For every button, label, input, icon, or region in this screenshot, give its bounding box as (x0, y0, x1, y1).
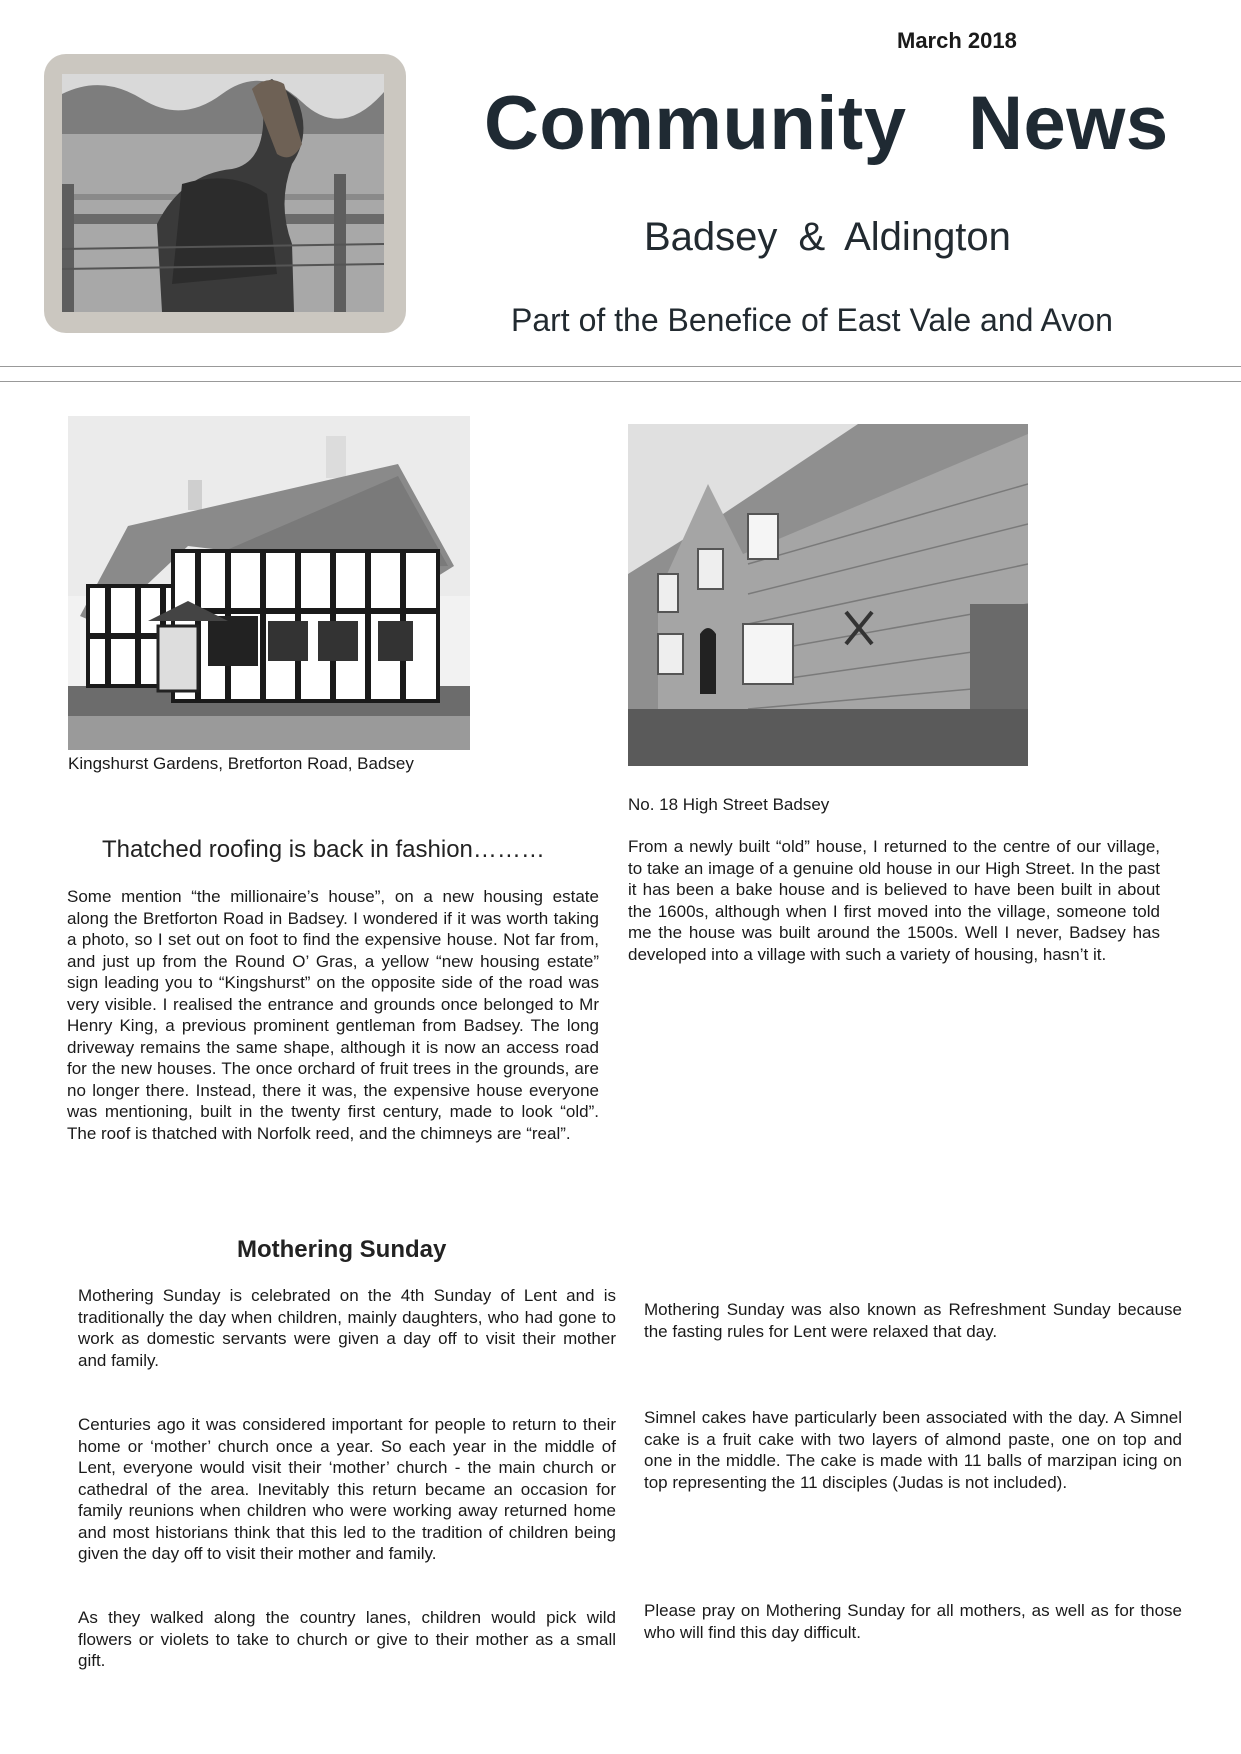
thatch-heading: Thatched roofing is back in fashion……… (102, 836, 545, 863)
thatch-body: Some mention “the millionaire’s house”, on a new housing estate along the Bretforton Road in Badsey. I wondered if it was worth taking a photo, so I set out on foot to find the expensive house. Not far from, and just up from the Round O’ Gras, a yellow “new housing estate” sign leading you to “Kingshurst” on the opposite side of the road was very visible. I realised the entrance and grounds once belonged to Mr Henry King, a previous prominent gentleman from Badsey. The long driveway remains the same shape, although it is now an access road for the new houses. The once orchard of fruit trees in the grounds, are no longer there. Instead, there it was, the expensive house everyone was mentioning, built in the twenty first century, made to look “old”. The roof is thatched with Norfolk reed, and the chimneys are “real”. (67, 887, 599, 1143)
tudor-house-photo (68, 416, 470, 750)
mothering-sunday-heading: Mothering Sunday (237, 1236, 447, 1263)
mothering-right-paragraph-1: Mothering Sunday was also known as Refreshment Sunday because the fasting rules for Lent were relaxed that day. (644, 1300, 1182, 1341)
tudor-house-caption: Kingshurst Gardens, Bretforton Road, Badsey (68, 754, 414, 773)
mothering-right-paragraph-3: Please pray on Mothering Sunday for all mothers, as well as for those who will find this day difficult. (644, 1601, 1182, 1642)
header-rule-top (0, 366, 1241, 367)
mothering-right-paragraph-2: Simnel cakes have particularly been associated with the day. A Simnel cake is a fruit cake with two layers of almond paste, one on top and one in the middle. The cake is made with 11 balls of marzipan icing on top representing the 11 disciples (Judas is not included). (644, 1408, 1182, 1492)
newsletter-title: Community News (484, 81, 1169, 166)
old-house-body: From a newly built “old” house, I returned to the centre of our village, to take an image of a genuine old house in our High Street. In the past it has been a bake house and is believed to have been built in about the 1600s, although when I first moved into the village, someone told me the house was built around the 1500s. Well I never, Badsey has developed into a village with such a variety of housing, hasn’t it. (628, 837, 1160, 964)
mothering-left-paragraph-1: Mothering Sunday is celebrated on the 4th Sunday of Lent and is traditionally the day when children, mainly daughters, who had gone to work as domestic servants were given a day off to visit their mother and family. (78, 1286, 616, 1370)
stone-house-caption: No. 18 High Street Badsey (628, 795, 830, 814)
newsletter-subtitle: Badsey & Aldington (644, 215, 1011, 259)
mothering-left-paragraph-3: As they walked along the country lanes, children would pick wild flowers or violets to take to church or give to their mother as a small gift. (78, 1608, 616, 1670)
mothering-left-paragraph-2: Centuries ago it was considered important for people to return to their home or ‘mother’ church once a year. So each year in the middle of Lent, everyone would visit their ‘mother’ church - the main church or cathedral of the area. Inevitably this return became an occasion for family reunions when children who were working away returned home and most historians think that this led to the tradition of children being given the day off to visit their mother and family. (78, 1415, 616, 1563)
horse-photo (62, 74, 384, 312)
benefice-line: Part of the Benefice of East Vale and Avon (511, 302, 1113, 338)
header-rule-bottom (0, 381, 1241, 382)
issue-date: March 2018 (897, 28, 1017, 53)
stone-house-photo (628, 424, 1028, 766)
